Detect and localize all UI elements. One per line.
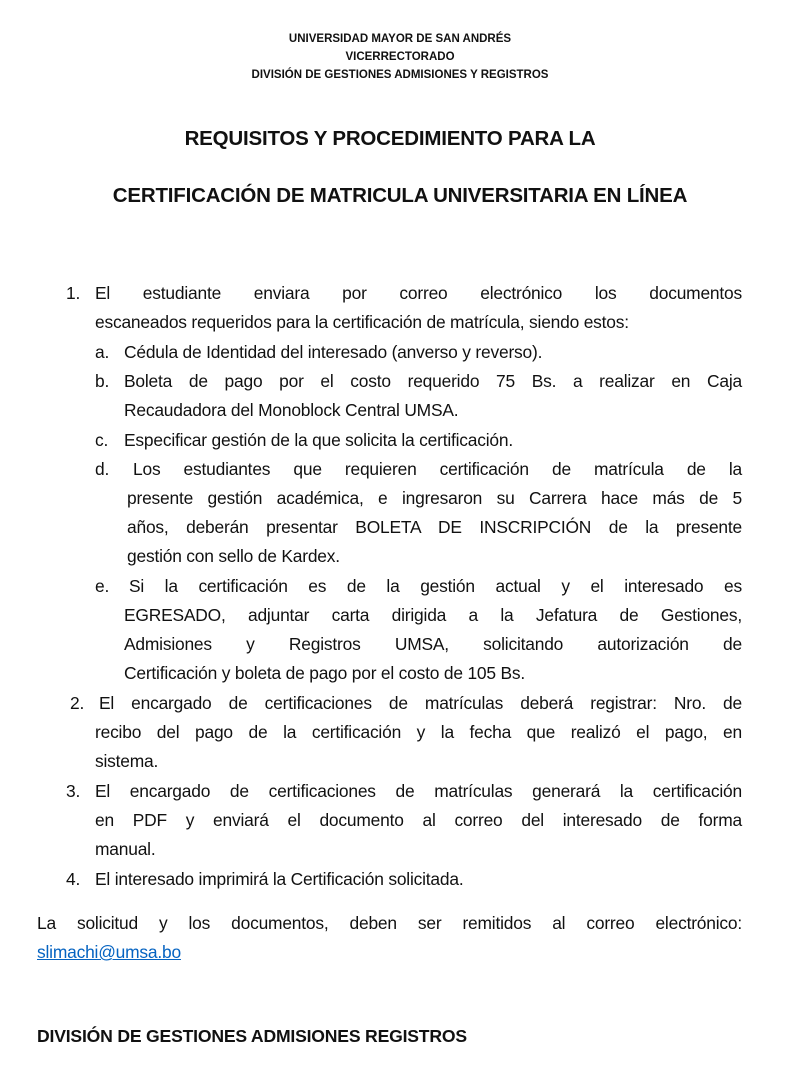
step-text-line: sistema. <box>95 751 159 771</box>
closing-text: La solicitud y los documentos, deben ser remitidos al correo electrónico: <box>37 913 742 933</box>
step-text-line: manual. <box>95 839 156 859</box>
subitem-text-line: Los estudiantes que requieren certificación de matrícula de la <box>133 459 742 479</box>
header-division: DIVISIÓN DE GESTIONES ADMISIONES Y REGISTROS <box>251 69 549 81</box>
step-marker: 3. <box>66 781 81 801</box>
subitem-text-line: EGRESADO, adjuntar carta dirigida a la Jefatura de Gestiones, <box>124 605 742 625</box>
subitem-text-line: presente gestión académica, e ingresaron su Carrera hace más de 5 <box>127 488 742 508</box>
footer-division: DIVISIÓN DE GESTIONES ADMISIONES REGISTROS <box>37 1026 467 1046</box>
step-text-line: El encargado de certificaciones de matrículas generará la certificación <box>95 781 742 801</box>
header-institution: UNIVERSIDAD MAYOR DE SAN ANDRÉS <box>288 33 512 45</box>
subitem-marker: e. <box>95 576 110 596</box>
step-text-line: El estudiante enviara por correo electrónico los documentos <box>95 283 742 303</box>
title-line-2: CERTIFICACIÓN DE MATRICULA UNIVERSITARIA EN LÍNEA <box>112 184 688 207</box>
email-line <box>37 938 181 967</box>
subitem-marker: a. <box>95 342 110 362</box>
step-marker: 2. <box>70 693 85 713</box>
subitem-marker: c. <box>95 430 109 450</box>
subitem-text-line: Especificar gestión de la que solicita la certificación. <box>124 430 513 450</box>
subitem-text-line: Boleta de pago por el costo requerido 75 Bs. a realizar en Caja <box>124 371 742 391</box>
subitem-marker: d. <box>95 459 110 479</box>
email-link[interactable]: slimachi@umsa.bo <box>37 942 181 962</box>
step-text-line: El interesado imprimirá la Certificación solicitada. <box>95 869 464 889</box>
subitem-text-line: Recaudadora del Monoblock Central UMSA. <box>124 400 459 420</box>
subitem-marker: b. <box>95 371 110 391</box>
subitem-text-line: años, deberán presentar BOLETA DE INSCRIPCIÓN de la presente <box>127 517 742 537</box>
subitem-text-line: Certificación y boleta de pago por el costo de 105 Bs. <box>124 663 526 683</box>
subitem-text-line: Si la certificación es de la gestión actual y el interesado es <box>129 576 742 596</box>
subitem-text-line: Cédula de Identidad del interesado (anverso y reverso). <box>124 342 543 362</box>
step-text-line: en PDF y enviará el documento al correo del interesado de forma <box>95 810 742 830</box>
step-text-line: escaneados requeridos para la certificación de matrícula, siendo estos: <box>95 312 629 332</box>
header-office: VICERRECTORADO <box>345 51 455 63</box>
step-text-line: recibo del pago de la certificación y la fecha que realizó el pago, en <box>95 722 742 742</box>
subitem-text-line: gestión con sello de Kardex. <box>127 546 340 566</box>
step-marker: 1. <box>66 283 81 303</box>
step-text-line: El encargado de certificaciones de matrículas deberá registrar: Nro. de <box>99 693 742 713</box>
title-line-1-text: REQUISITOS Y PROCEDIMIENTO PARA LA <box>184 127 596 150</box>
step-marker: 4. <box>66 869 81 889</box>
subitem-text-line: Admisiones y Registros UMSA, solicitando autorización de <box>124 634 742 654</box>
